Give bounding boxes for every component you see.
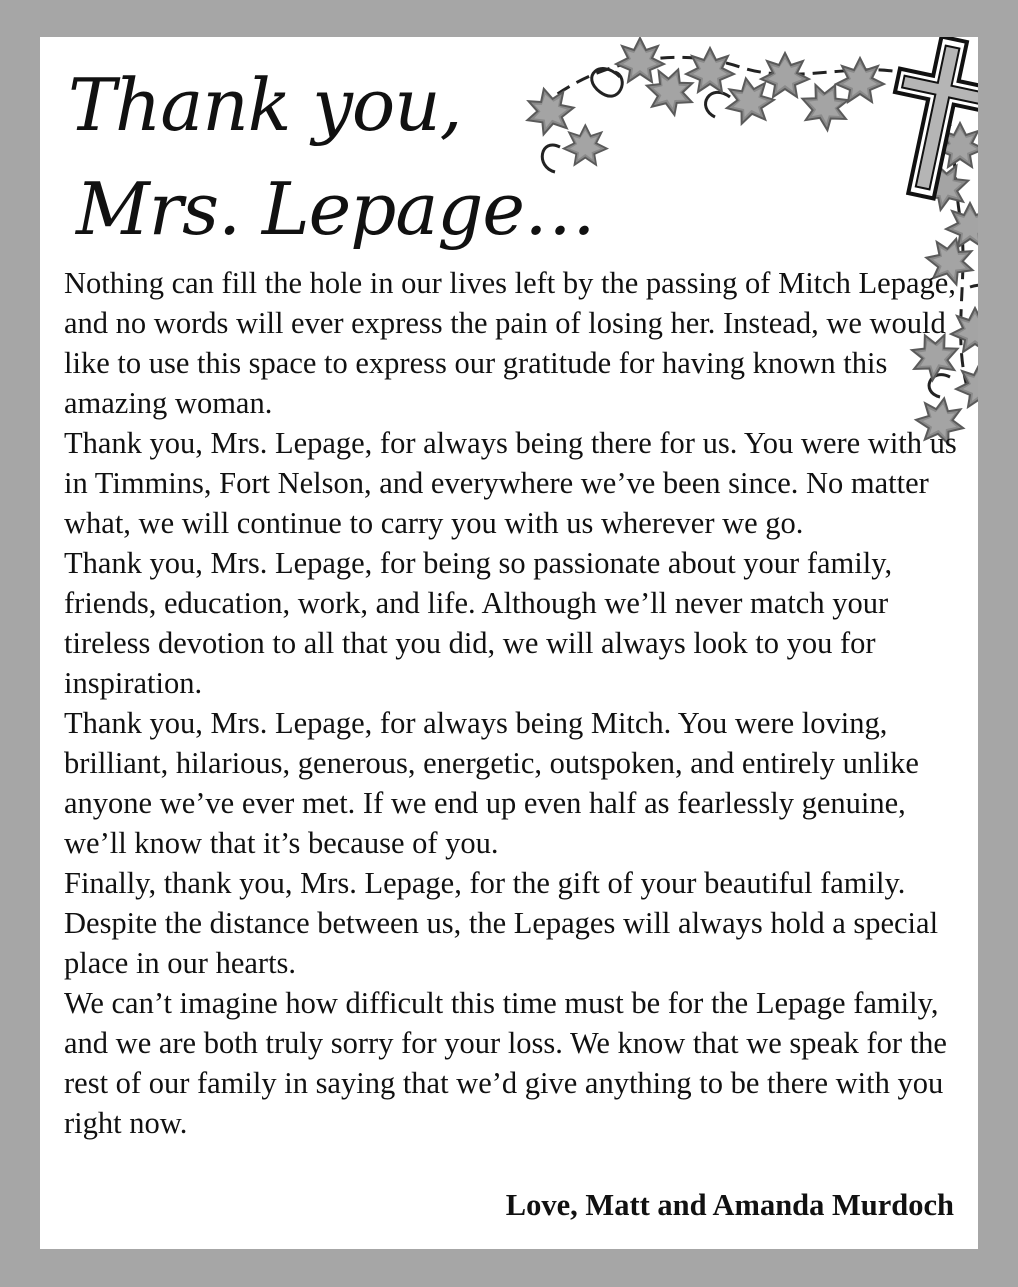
paragraph-1: Nothing can fill the hole in our lives left by the passing of Mitch Lepage, and no words will ever express the pain of losing her. Instead, we would like to use this space to express our gratitude for having known this amazing woman. [64, 266, 956, 420]
signature: Love, Matt and Amanda Murdoch [505, 1188, 954, 1222]
paragraph-3: Thank you, Mrs. Lepage, for being so passionate about your family, friends, education, work, and life. Although we’ll never match your tireless devotion to all that you did, we will always look to you for inspiration. [64, 546, 893, 700]
paragraph-5: Finally, thank you, Mrs. Lepage, for the gift of your beautiful family. Despite the distance between us, the Lepages will always hold a special place in our hearts. [64, 866, 939, 980]
paragraph-2: Thank you, Mrs. Lepage, for always being there for us. You were with us in Timmins, Fort Nelson, and everywhere we’ve been since. No matter what, we will continue to carry you with us wherever we go. [64, 426, 957, 540]
paragraph-6: We can’t imagine how difficult this time must be for the Lepage family, and we are both truly sorry for your loss. We know that we speak for the rest of our family in saying that we’d give anything to be there with you right now. [64, 986, 947, 1140]
title-line-2: Mrs. Lepage… [76, 167, 595, 251]
title-line-1: Thank you, [68, 63, 462, 147]
letter-body [64, 263, 964, 1143]
memorial-card [40, 37, 978, 1249]
paragraph-4: Thank you, Mrs. Lepage, for always being Mitch. You were loving, brilliant, hilarious, generous, energetic, outspoken, and entirely unlike anyone we’ve ever met. If we end up even half as fearlessly genuine, we’ll know that it’s because of you. [64, 706, 919, 860]
page-title [68, 53, 595, 261]
